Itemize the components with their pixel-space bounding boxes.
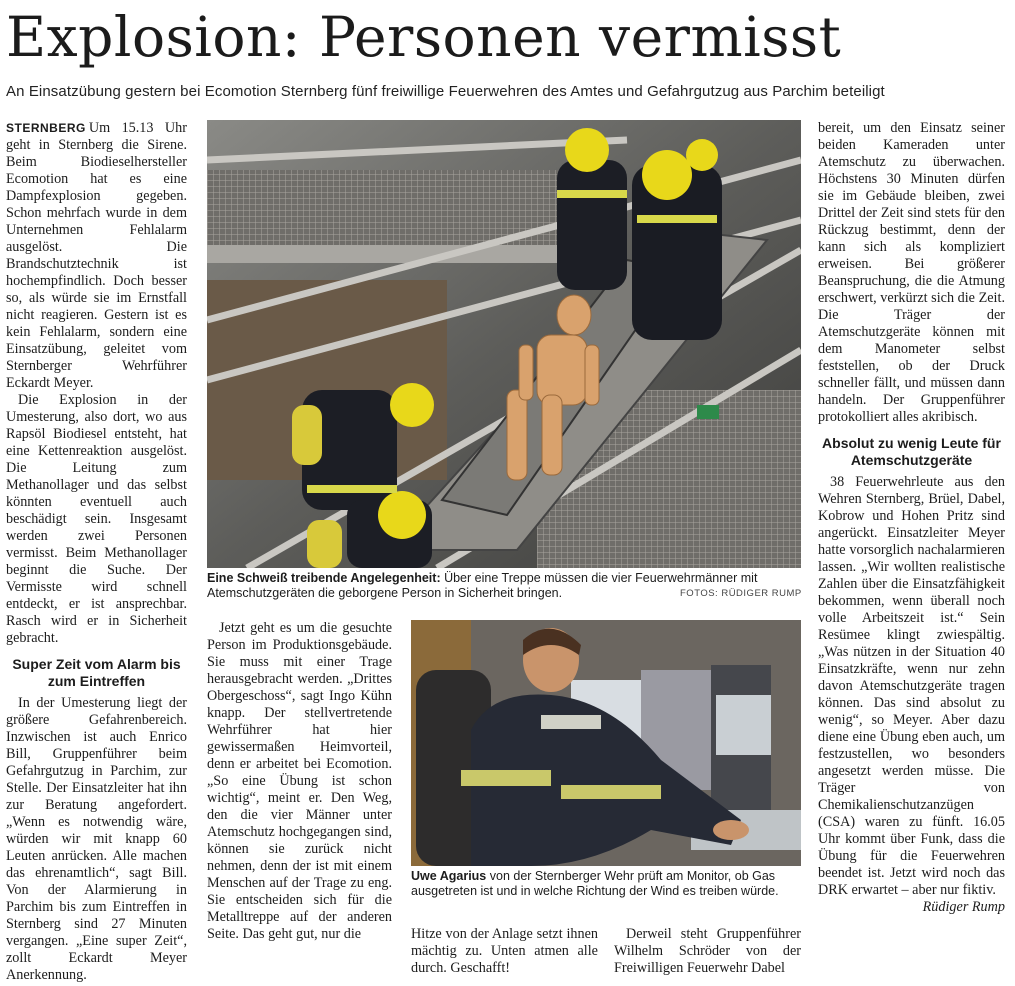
article-column-5 bbox=[818, 120, 1005, 916]
dateline: STERNBERG bbox=[6, 121, 86, 135]
photo-monitor-check bbox=[411, 620, 801, 866]
section-subtitle: Super Zeit vom Alarm bis zum Eintreffen bbox=[12, 656, 181, 689]
paragraph: STERNBERG Um 15.13 Uhr geht in Sternberg die Sirene. Beim Biodieselhersteller Ecomotion hat es eine Dampfexplosion gegeben. Schon mehrfach wurde in dem Unternehmen Fehlalarm ausgelöst. Die Brandschutztechnik ist hochempfindlich. Doch besser so, als würde sie im Ernstfall nicht reagieren. Gestern ist es kein Fehlalarm, sondern eine Einsatzübung, geleitet vom Sternberger Wehrführer Eckardt Meyer. bbox=[6, 120, 187, 391]
photo-rescue-stairs bbox=[207, 120, 801, 568]
article-column-1 bbox=[6, 120, 187, 984]
section-subtitle: Absolut zu wenig Leute für Atemschutzgeräte bbox=[822, 435, 1001, 468]
article-column-2 bbox=[207, 620, 392, 943]
paragraph: Derweil steht Gruppenführer Wilhelm Schröder von der Freiwilligen Feuerwehr Dabel bbox=[614, 926, 801, 976]
subheadline: An Einsatzübung gestern bei Ecomotion Sternberg fünf freiwillige Feuerwehren des Amtes und Gefahrgutzug aus Parchim beteiligt bbox=[6, 83, 885, 100]
author: Rüdiger Rump bbox=[922, 899, 1005, 915]
article-column-3 bbox=[411, 926, 598, 977]
paragraph: Hitze von der Anlage setzt ihnen mächtig zu. Unten atmen alle durch. Geschafft! bbox=[411, 926, 598, 976]
paragraph: Die Explosion in der Umesterung, also dort, wo aus Rapsöl Biodiesel entsteht, hat eine Kettenreaktion ausgelöst. Die Leitung zum Methanollager und das selbst könnten eventuell auch beschädigt sein. Insgesamt werden zwei Personen vermisst. Beim Methanollager beginnt die Suche. Der Vermisste wird schnell entdeckt, er ist ansprechbar. Rasch wird er in Sicherheit gebracht. bbox=[6, 392, 187, 646]
article-column-4 bbox=[614, 926, 801, 977]
photo-caption-monitor: Uwe Agarius von der Sternberger Wehr prüft am Monitor, ob Gas ausgetreten ist und in welche Richtung der Wind es treiben würde. bbox=[411, 869, 779, 898]
paragraph: In der Umesterung liegt der größere Gefahrenbereich. Inzwischen ist auch Enrico Bill, Gruppenführer beim Gefahrgutzug in Parchim, zur Stelle. Der Einsatzleiter hat ihn zur Beratung angefordert. „Wenn es notwendig wäre, würden wir mit knapp 60 Leuten anrücken. Alle machen das ehrenamtlich“, sagt Bill. Von der Alarmierung in Parchim bis zum Eintreffen in Sternberg sind 27 Minuten vergangen. „Eine super Zeit“, zollt Eckardt Meyer Anerkennung. bbox=[6, 695, 187, 983]
photo-credit: FOTOS: RÜDIGER RUMP bbox=[680, 588, 802, 599]
paragraph: Jetzt geht es um die gesuchte Person im Produktionsgebäude. Sie muss mit einer Trage herausgebracht werden. „Drittes Obergeschoss“, sagt Ingo Kühn knapp. Der stellvertretende Wehrführer hat hier gewissermaßen Heimvorteil, denn er arbeitet bei Ecomotion. „So eine Übung ist schon wichtig“, meint er. Den Weg, den die vier Männer unter Atemschutz hochgegangen sind, können sie zurück nicht nehmen, denn der ist mit einem Menschen auf der Trage zu eng. Sie entscheiden sich für die Metalltreppe auf der anderen Seite. Das geht gut, nur die bbox=[207, 620, 392, 942]
paragraph: 38 Feuerwehrleute aus den Wehren Sternberg, Brüel, Dabel, Kobrow und Hohen Pritz sind angerückt. Einsatzleiter Meyer hatte vorsorglich nachalarmieren lassen. „Wir wollten realistische Zahlen über die Einsatzfähigkeit bekommen, wenn überall noch volle Arbeitszeit ist.“ Sein Resümee klingt zwiespältig. „Was nützen in der Situation 40 Einsatzkräfte, wenn nur zehn davon Atemschutzgeräte tragen können. Das sind absolut zu wenig“, so Meyer. Aber dazu diene eine Übung eben auch, um festzustellen, wo besonders angesetzt werden müsse. Die Träger von Chemikalienschutzanzügen (CSA) waren zu fünft. 16.05 Uhr kommt über Funk, dass die Übung für die Feuerwehren beendet ist. Jetzt wird noch das DRK erwartet – aber nur fiktiv. bbox=[818, 474, 1005, 898]
paragraph: bereit, um den Einsatz seiner beiden Kameraden unter Atemschutz zu überwachen. Höchstens 30 Minuten dürfen sie im Gebäude bleiben, zwei Drittel der Zeit sind stets für den Rückzug bestimmt, denn der kann sich als kompliziert erweisen. Bei größerer Beanspruchung, die die Atmung erschwert, verkürzt sich die Zeit. Die Träger der Atemschutzgeräte können mit dem Manometer selbst feststellen, ob der Druck schneller fällt, und müssen dann handeln. Der Gruppenführer protokolliert alles akribisch. bbox=[818, 120, 1005, 425]
photo-caption-rescue: Eine Schweiß treibende Angelegenheit: Über eine Treppe müssen die vier Feuerwehrmänner mit Atemschutzgeräten die geborgene Person in Sicherheit bringen. bbox=[207, 571, 758, 600]
headline: Explosion: Personen vermisst bbox=[6, 5, 842, 69]
